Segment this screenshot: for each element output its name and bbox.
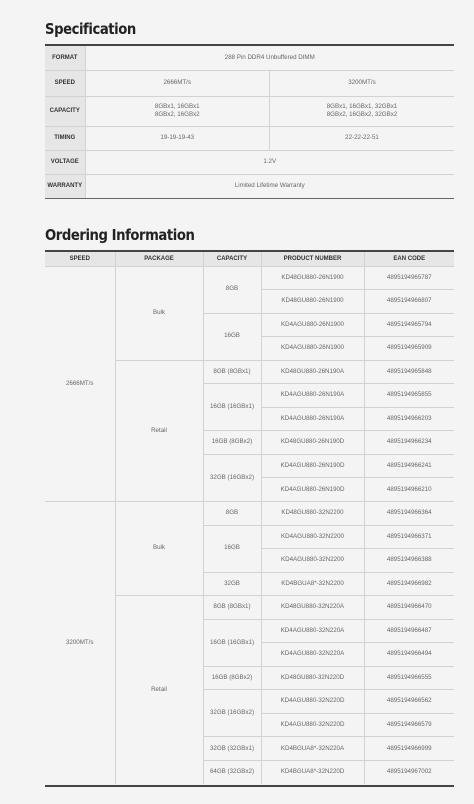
capacity-cell: 16GB (8GBx2) [203,666,261,690]
product-number-cell: KD4AGU880-32N220A [261,643,364,667]
ean-code-cell: 4895194966388 [364,549,454,573]
spec-row-warranty [45,174,454,198]
product-number-cell: KD4AGU880-32N2200 [261,549,364,573]
capacity-cell: 16GB [203,525,261,572]
spec-value: 22-22-22-51 [270,126,455,150]
capacity-cell: 8GB [203,266,261,313]
spec-label: VOLTAGE [45,150,85,174]
ordering-header-capacity: CAPACITY [203,252,261,266]
product-number-cell: KD4BGUA8*-32N220A [261,737,364,761]
ean-code-cell: 4895194965909 [364,337,454,361]
product-number-cell: KD4AGU880-32N2200 [261,525,364,549]
package-cell: Bulk [115,266,203,360]
ordering-bottom-rule [45,785,454,787]
product-number-cell: KD4AGU880-32N220D [261,690,364,714]
spec-value-line: 8GBx2, 16GBx2 [154,111,200,118]
spec-value: 1.2V [85,150,454,174]
spec-label: CAPACITY [45,96,85,126]
ordering-table [45,252,454,784]
ean-code-cell: 4895194966487 [364,619,454,643]
ean-code-cell: 4895194966982 [364,572,454,596]
speed-cell: 3200MT/s [45,501,115,784]
ean-code-cell: 4895194966494 [364,643,454,667]
product-number-cell: KD4AGU880-26N190D [261,478,364,502]
ean-code-cell: 4895194966234 [364,431,454,455]
ean-code-cell: 4895194966210 [364,478,454,502]
capacity-cell: 16GB (8GBx2) [203,431,261,455]
ean-code-cell: 4895194966562 [364,690,454,714]
product-number-cell: KD4BGUA8*-32N220D [261,760,364,784]
spec-value [85,96,270,126]
spec-value: 288 Pin DDR4 Unbuffered DIMM [85,46,454,70]
package-cell: Bulk [115,501,203,595]
spec-row-voltage [45,150,454,174]
product-number-cell: KD48GU880-26N190D [261,431,364,455]
spec-value-line: 8GBx1, 16GBx1, 32GBx1 [326,102,398,110]
capacity-cell: 16GB (16GBx1) [203,619,261,666]
specification-table [45,46,454,198]
speed-cell: 2666MT/s [45,266,115,501]
spec-label: WARRANTY [45,174,85,198]
ordering-header-speed: SPEED [45,252,115,266]
capacity-cell: 32GB (32GBx1) [203,737,261,761]
product-number-cell: KD4AGU880-26N190A [261,384,364,408]
product-number-cell: KD4AGU880-26N190D [261,454,364,478]
capacity-cell: 16GB [203,313,261,360]
ean-code-cell: 4895194966470 [364,596,454,620]
capacity-cell: 16GB (16GBx1) [203,384,261,431]
capacity-cell: 64GB (32GBx2) [203,760,261,784]
spec-row-format [45,46,454,70]
spec-label: TIMING [45,126,85,150]
product-number-cell: KD48GU880-26N190A [261,360,364,384]
product-number-cell: KD48GU880-32N220D [261,666,364,690]
ordering-header-ean-code: EAN CODE [364,252,454,266]
product-number-cell: KD4AGU880-32N220D [261,713,364,737]
product-number-cell: KD48GU880-32N220A [261,596,364,620]
product-number-cell: KD48GU880-26N1900 [261,290,364,314]
product-number-cell: KD4BGUA8*-32N2200 [261,572,364,596]
ordering-title: Ordering Information [45,226,195,244]
ean-code-cell: 4895194966555 [364,666,454,690]
capacity-cell: 8GB (8GBx1) [203,596,261,620]
ordering-header-product-number: PRODUCT NUMBER [261,252,364,266]
spec-value: 2666MT/s [85,70,270,96]
ean-code-cell: 4895194965787 [364,266,454,290]
package-cell: Retail [115,360,203,501]
spec-value-line: 8GBx2, 16GBx2, 32GBx2 [326,111,398,118]
ean-code-cell: 4895194966999 [364,737,454,761]
spec-value [270,96,455,126]
capacity-cell: 32GB (16GBx2) [203,690,261,737]
spec-label: SPEED [45,70,85,96]
package-cell: Retail [115,596,203,784]
spec-row-capacity [45,96,454,126]
ean-code-cell: 4895194966371 [364,525,454,549]
ean-code-cell: 4895194966241 [364,454,454,478]
spec-value: Limited Lifetime Warranty [85,174,454,198]
capacity-cell: 8GB (8GBx1) [203,360,261,384]
spec-bottom-rule [45,198,454,199]
product-number-cell: KD48GU880-32N2200 [261,501,364,525]
capacity-cell: 32GB [203,572,261,596]
product-number-cell: KD4AGU880-26N1900 [261,313,364,337]
ean-code-cell: 4895194966807 [364,290,454,314]
ean-code-cell: 4895194965848 [364,360,454,384]
spec-row-timing [45,126,454,150]
ean-code-cell: 4895194966579 [364,713,454,737]
capacity-cell: 8GB [203,501,261,525]
capacity-cell: 32GB (16GBx2) [203,454,261,501]
ean-code-cell: 4895194966364 [364,501,454,525]
ean-code-cell: 4895194967002 [364,760,454,784]
product-number-cell: KD4AGU880-32N220A [261,619,364,643]
spec-value-line: 8GBx1, 16GBx1 [154,102,200,110]
product-number-cell: KD4AGU880-26N190A [261,407,364,431]
spec-value: 3200MT/s [270,70,455,96]
ean-code-cell: 4895194965794 [364,313,454,337]
table-row [45,266,454,290]
spec-title: Specification [45,20,136,38]
ean-code-cell: 4895194965855 [364,384,454,408]
spec-row-speed [45,70,454,96]
product-number-cell: KD4AGU880-26N1900 [261,337,364,361]
ean-code-cell: 4895194966203 [364,407,454,431]
product-number-cell: KD48GU880-26N1900 [261,266,364,290]
spec-value: 19-19-19-43 [85,126,270,150]
spec-label: FORMAT [45,46,85,70]
ordering-header-package: PACKAGE [115,252,203,266]
table-row [45,501,454,525]
